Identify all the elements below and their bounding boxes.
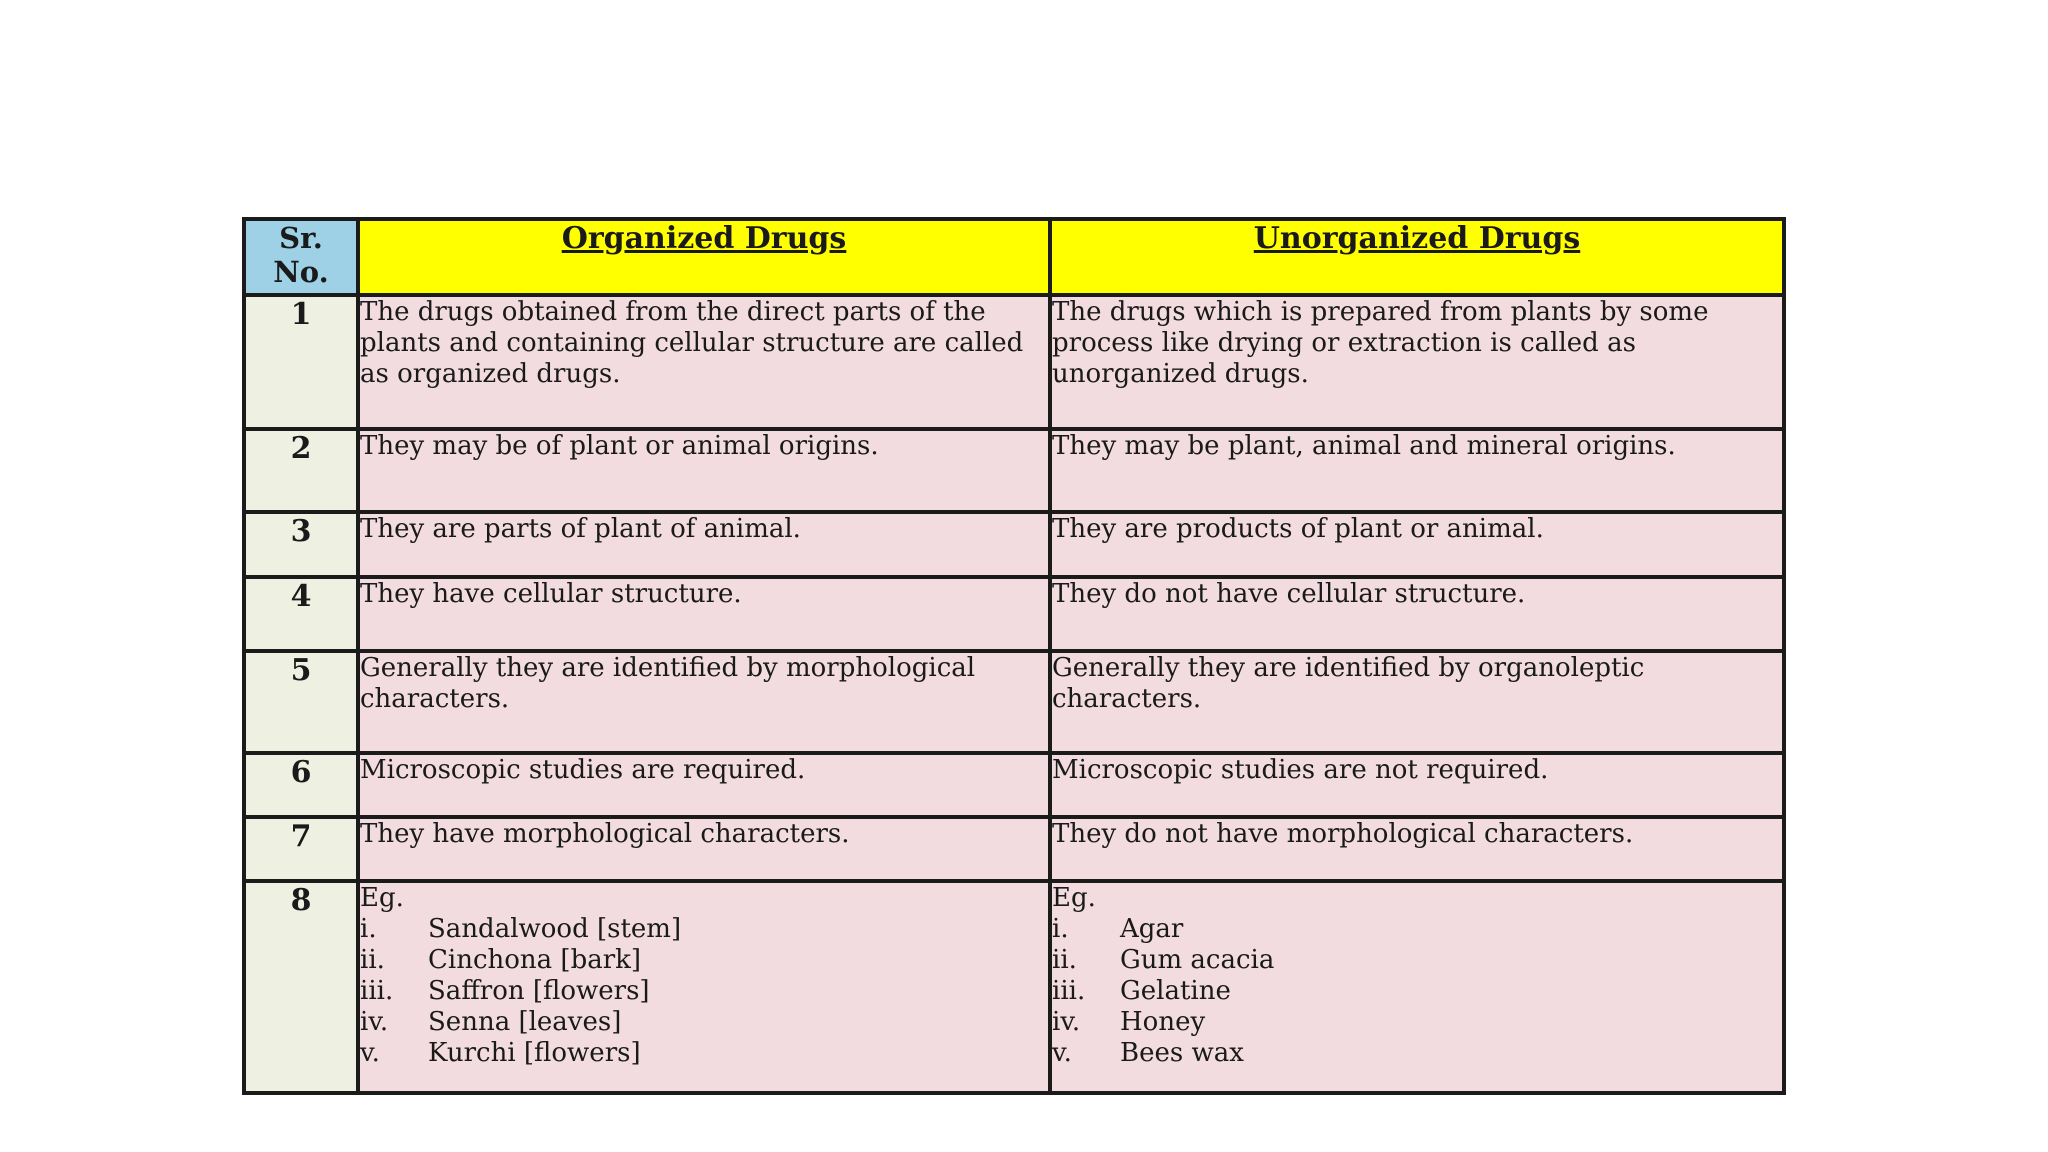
list-item [360,976,1048,1007]
list-item-number: iv. [1052,1007,1081,1037]
row-number: 8 [244,881,358,1093]
unorganized-cell: They do not have morphological characters. [1050,817,1784,881]
list-item [1052,945,1782,976]
unorganized-cell: Microscopic studies are not required. [1050,753,1784,817]
table-row [244,429,1784,512]
list-item-text: Gelatine [1120,976,1231,1006]
list-item-number: iii. [1052,976,1086,1006]
examples-label: Eg. [360,883,404,913]
organized-cell: They have cellular structure. [358,577,1050,651]
list-item-number: i. [360,914,377,944]
list-item-text: Saffron [flowers] [428,976,650,1006]
organized-cell: Microscopic studies are required. [358,753,1050,817]
list-item-number: iv. [360,1007,389,1037]
list-item-text: Honey [1120,1007,1206,1037]
list-item [360,945,1048,976]
unorganized-cell: The drugs which is prepared from plants by some process like drying or extraction is called as unorganized drugs. [1050,295,1784,429]
row-number: 6 [244,753,358,817]
examples-label: Eg. [1052,883,1096,913]
header-organized-drugs: Organized Drugs [358,219,1050,295]
list-item-number: v. [1052,1038,1072,1068]
list-item-text: Bees wax [1120,1038,1244,1068]
list-item-number: ii. [360,945,385,975]
unorganized-cell: Generally they are identified by organoleptic characters. [1050,651,1784,753]
unorganized-cell: They may be plant, animal and mineral origins. [1050,429,1784,512]
list-item [1052,1007,1782,1038]
row-number: 2 [244,429,358,512]
unorganized-cell: They are products of plant or animal. [1050,512,1784,577]
unorganized-examples-list [1052,914,1782,1069]
organized-examples-list [360,914,1048,1069]
table-row [244,577,1784,651]
organized-cell: The drugs obtained from the direct parts of the plants and containing cellular structure are called as organized drugs. [358,295,1050,429]
list-item [1052,1038,1782,1069]
table-row [244,651,1784,753]
table-row [244,753,1784,817]
organized-examples-cell [358,881,1050,1093]
list-item [360,1007,1048,1038]
row-number: 3 [244,512,358,577]
header-unorganized-drugs: Unorganized Drugs [1050,219,1784,295]
list-item-number: v. [360,1038,380,1068]
row-number: 7 [244,817,358,881]
list-item-text: Senna [leaves] [428,1007,622,1037]
examples-row [244,881,1784,1093]
list-item-text: Sandalwood [stem] [428,914,682,944]
row-number: 1 [244,295,358,429]
list-item-text: Agar [1120,914,1184,944]
list-item-text: Kurchi [flowers] [428,1038,641,1068]
list-item-number: iii. [360,976,394,1006]
table-header-row [244,219,1784,295]
table-row [244,817,1784,881]
list-item-text: Cinchona [bark] [428,945,642,975]
table-row [244,295,1784,429]
drugs-comparison-table [242,217,1786,1095]
row-number: 4 [244,577,358,651]
list-item [360,1038,1048,1069]
organized-cell: They have morphological characters. [358,817,1050,881]
list-item-number: ii. [1052,945,1077,975]
header-sr-line2: No. [273,255,329,289]
list-item [1052,914,1782,945]
list-item-text: Gum acacia [1120,945,1275,975]
row-number: 5 [244,651,358,753]
unorganized-cell: They do not have cellular structure. [1050,577,1784,651]
unorganized-examples-cell [1050,881,1784,1093]
organized-cell: Generally they are identified by morphological characters. [358,651,1050,753]
organized-cell: They are parts of plant of animal. [358,512,1050,577]
list-item [1052,976,1782,1007]
list-item [360,914,1048,945]
header-sr-no [244,219,358,295]
list-item-number: i. [1052,914,1069,944]
organized-cell: They may be of plant or animal origins. [358,429,1050,512]
header-sr-line1: Sr. [279,221,323,255]
table-row [244,512,1784,577]
